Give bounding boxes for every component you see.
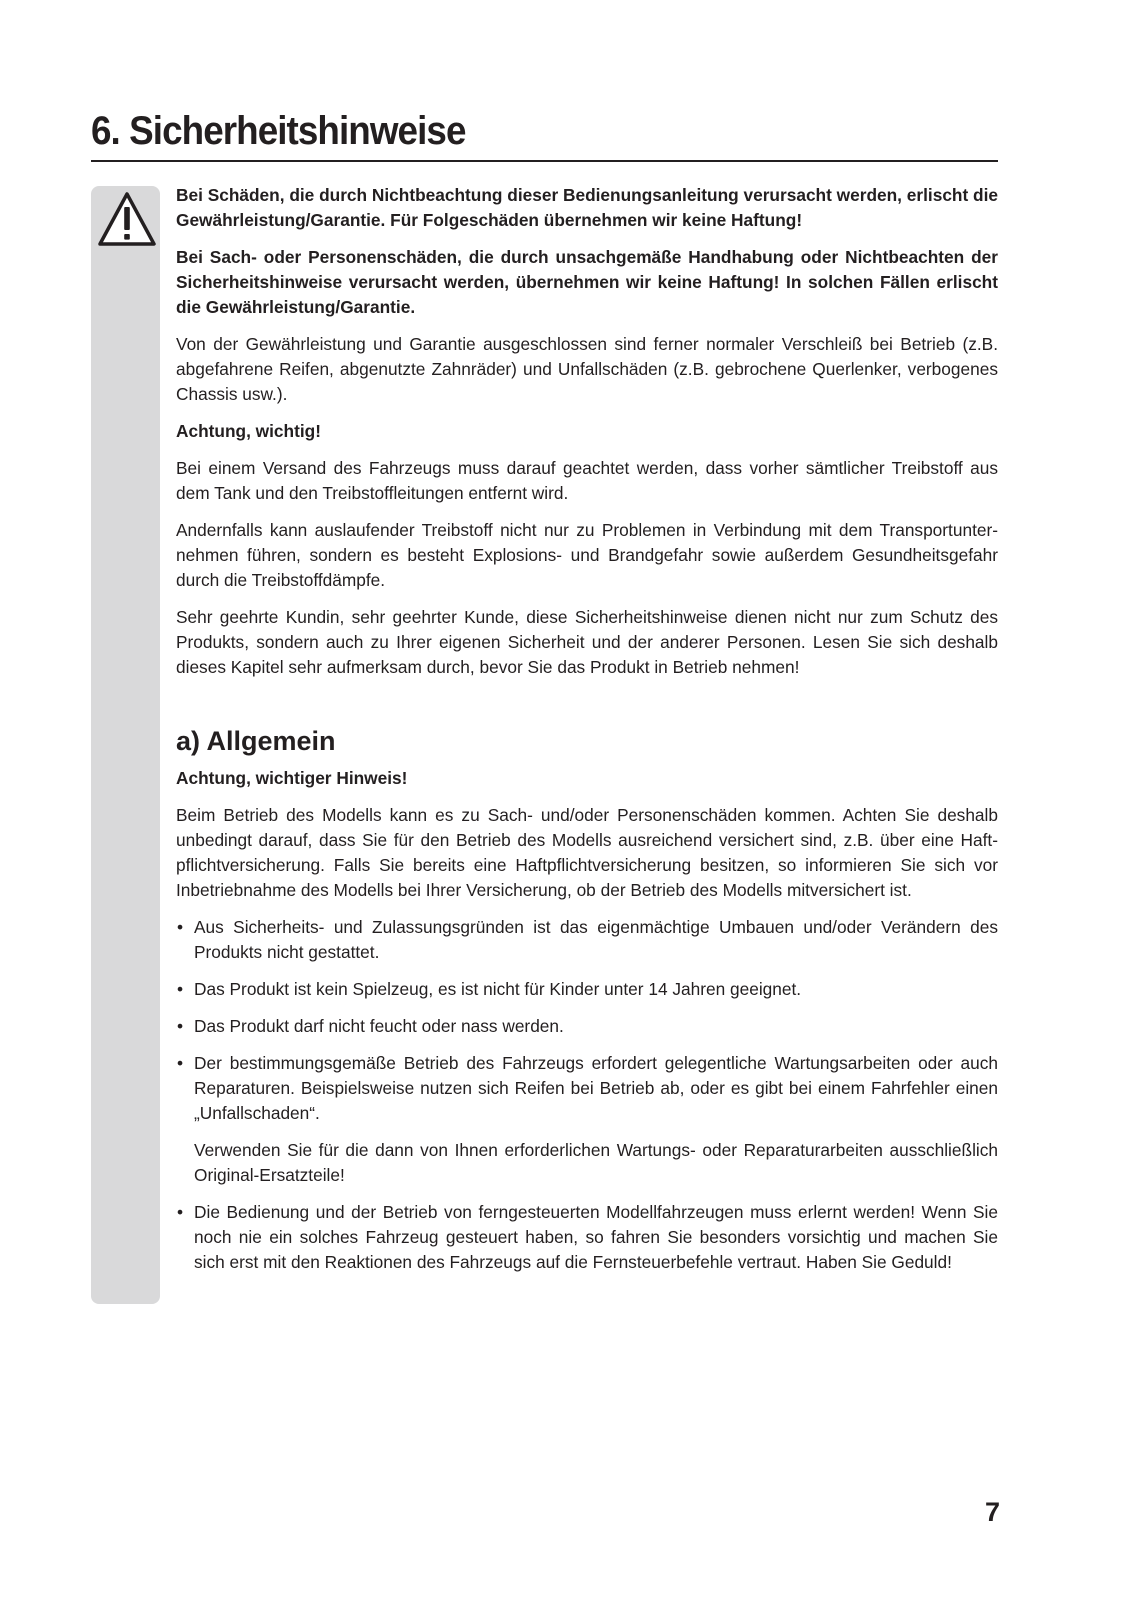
list-item-text: • Die Bedienung und der Betrieb von ferngesteuerten Modellfahrzeugen muss erlernt werden! Wenn Sie noch nie ein solches Fahrzeug gesteuert haben, so fahren Sie besonders vorsichtig und machen Sie sich erst mit den Reaktionen des Fahrzeugs auf die Fernsteuerbefehle vertraut. Haben Sie Geduld! [194, 1202, 998, 1272]
list-item-text: • Aus Sicherheits- und Zulassungsgründen ist das eigenmächtige Umbauen und/oder Verändern des Produkts nicht gestattet. [194, 917, 998, 962]
section-heading [91, 106, 998, 162]
list-item-text: • Das Produkt darf nicht feucht oder nass werden. [194, 1016, 564, 1036]
intro-paragraph: Andernfalls kann auslaufender Treibstoff nicht nur zu Problemen in Verbindung mit dem Transportunternehmen führen, sondern es besteht Explosions- und Brandgefahr sowie außerdem Gesundheitsgefahr durch die Treibstoffdämpfe. [176, 520, 998, 590]
list-item-text: • Der bestimmungsgemäße Betrieb des Fahrzeugs erfordert gelegentliche Wartungsarbeiten oder auch Reparaturen. Beispielsweise nutzen sich Reifen bei Betrieb ab, oder es gibt bei einem Fahrfehler einen „Unfallschaden“. [194, 1053, 998, 1123]
warning-triangle-icon [96, 190, 158, 250]
page-number: 7 [984, 1497, 1000, 1527]
intro-paragraph: Von der Gewährleistung und Garantie ausgeschlossen sind ferner normaler Verschleiß bei Betrieb (z.B. abgefahrene Reifen, abgenutzte Zahnräder) und Unfallschäden (z.B. gebrochene Querlenker, verbogenes Chassis usw.). [176, 334, 998, 404]
intro-paragraph: Achtung, wichtig! [176, 421, 321, 441]
note-text: Beim Betrieb des Modells kann es zu Sach- und/oder Personenschäden kommen. Achten Sie deshalb unbedingt darauf, dass Sie für den Betrieb des Modells ausreichend versichert sind, z.B. über eine Haftpflichtversicherung. Falls Sie bereits eine Haftpflichtversicherung besitzen, so informieren Sie sich vor Inbetriebnahme des Modells bei Ihrer Versicherung, ob der Betrieb des Modells mitversichert ist. [176, 805, 998, 900]
page-title: 6. Sicherheitshinweise [91, 109, 466, 153]
note-label: Achtung, wichtiger Hinweis! [176, 768, 408, 788]
warning-sidebar [91, 186, 160, 1304]
intro-paragraph: Bei Sach- oder Personenschäden, die durch unsachgemäße Handhabung oder Nichtbeachten der Sicherheitshinweise verursacht werden, übernehmen wir keine Haftung! In solchen Fällen erlischt die Gewährleistung/Garantie. [176, 247, 998, 317]
list-item-text: • Das Produkt ist kein Spielzeug, es ist nicht für Kinder unter 14 Jahren geeignet. [194, 979, 802, 999]
intro-block [176, 183, 998, 680]
intro-paragraph: Bei einem Versand des Fahrzeugs muss darauf geachtet werden, dass vorher sämtlicher Treibstoff aus dem Tank und den Treibstoffleitungen entfernt wird. [176, 458, 998, 503]
list-item [176, 1051, 998, 1188]
bullet-list [176, 915, 998, 1275]
list-item [176, 977, 998, 1002]
list-item [176, 915, 998, 965]
list-item-text: Verwenden Sie für die dann von Ihnen erforderlichen Wartungs- oder Reparaturarbeiten ausschließlich Original-Ersatzteile! [194, 1140, 998, 1185]
intro-paragraph: Sehr geehrte Kundin, sehr geehrter Kunde, diese Sicherheitshinweise dienen nicht nur zum Schutz des Produkts, sondern auch zu Ihrer eigenen Sicherheit und der anderer Personen. Lesen Sie sich deshalb dieses Kapitel sehr aufmerksam durch, bevor Sie das Produkt in Betrieb nehmen! [176, 607, 998, 677]
intro-paragraph: Bei Schäden, die durch Nichtbeachtung dieser Bedienungsanleitung verursacht werden, erlischt die Gewährleistung/Garantie. Für Folgeschäden übernehmen wir keine Haftung! [176, 185, 999, 230]
list-item [176, 1200, 998, 1275]
list-item [176, 1014, 998, 1039]
page-content [176, 183, 998, 1287]
subsection-title: a) Allgemein [176, 726, 336, 756]
